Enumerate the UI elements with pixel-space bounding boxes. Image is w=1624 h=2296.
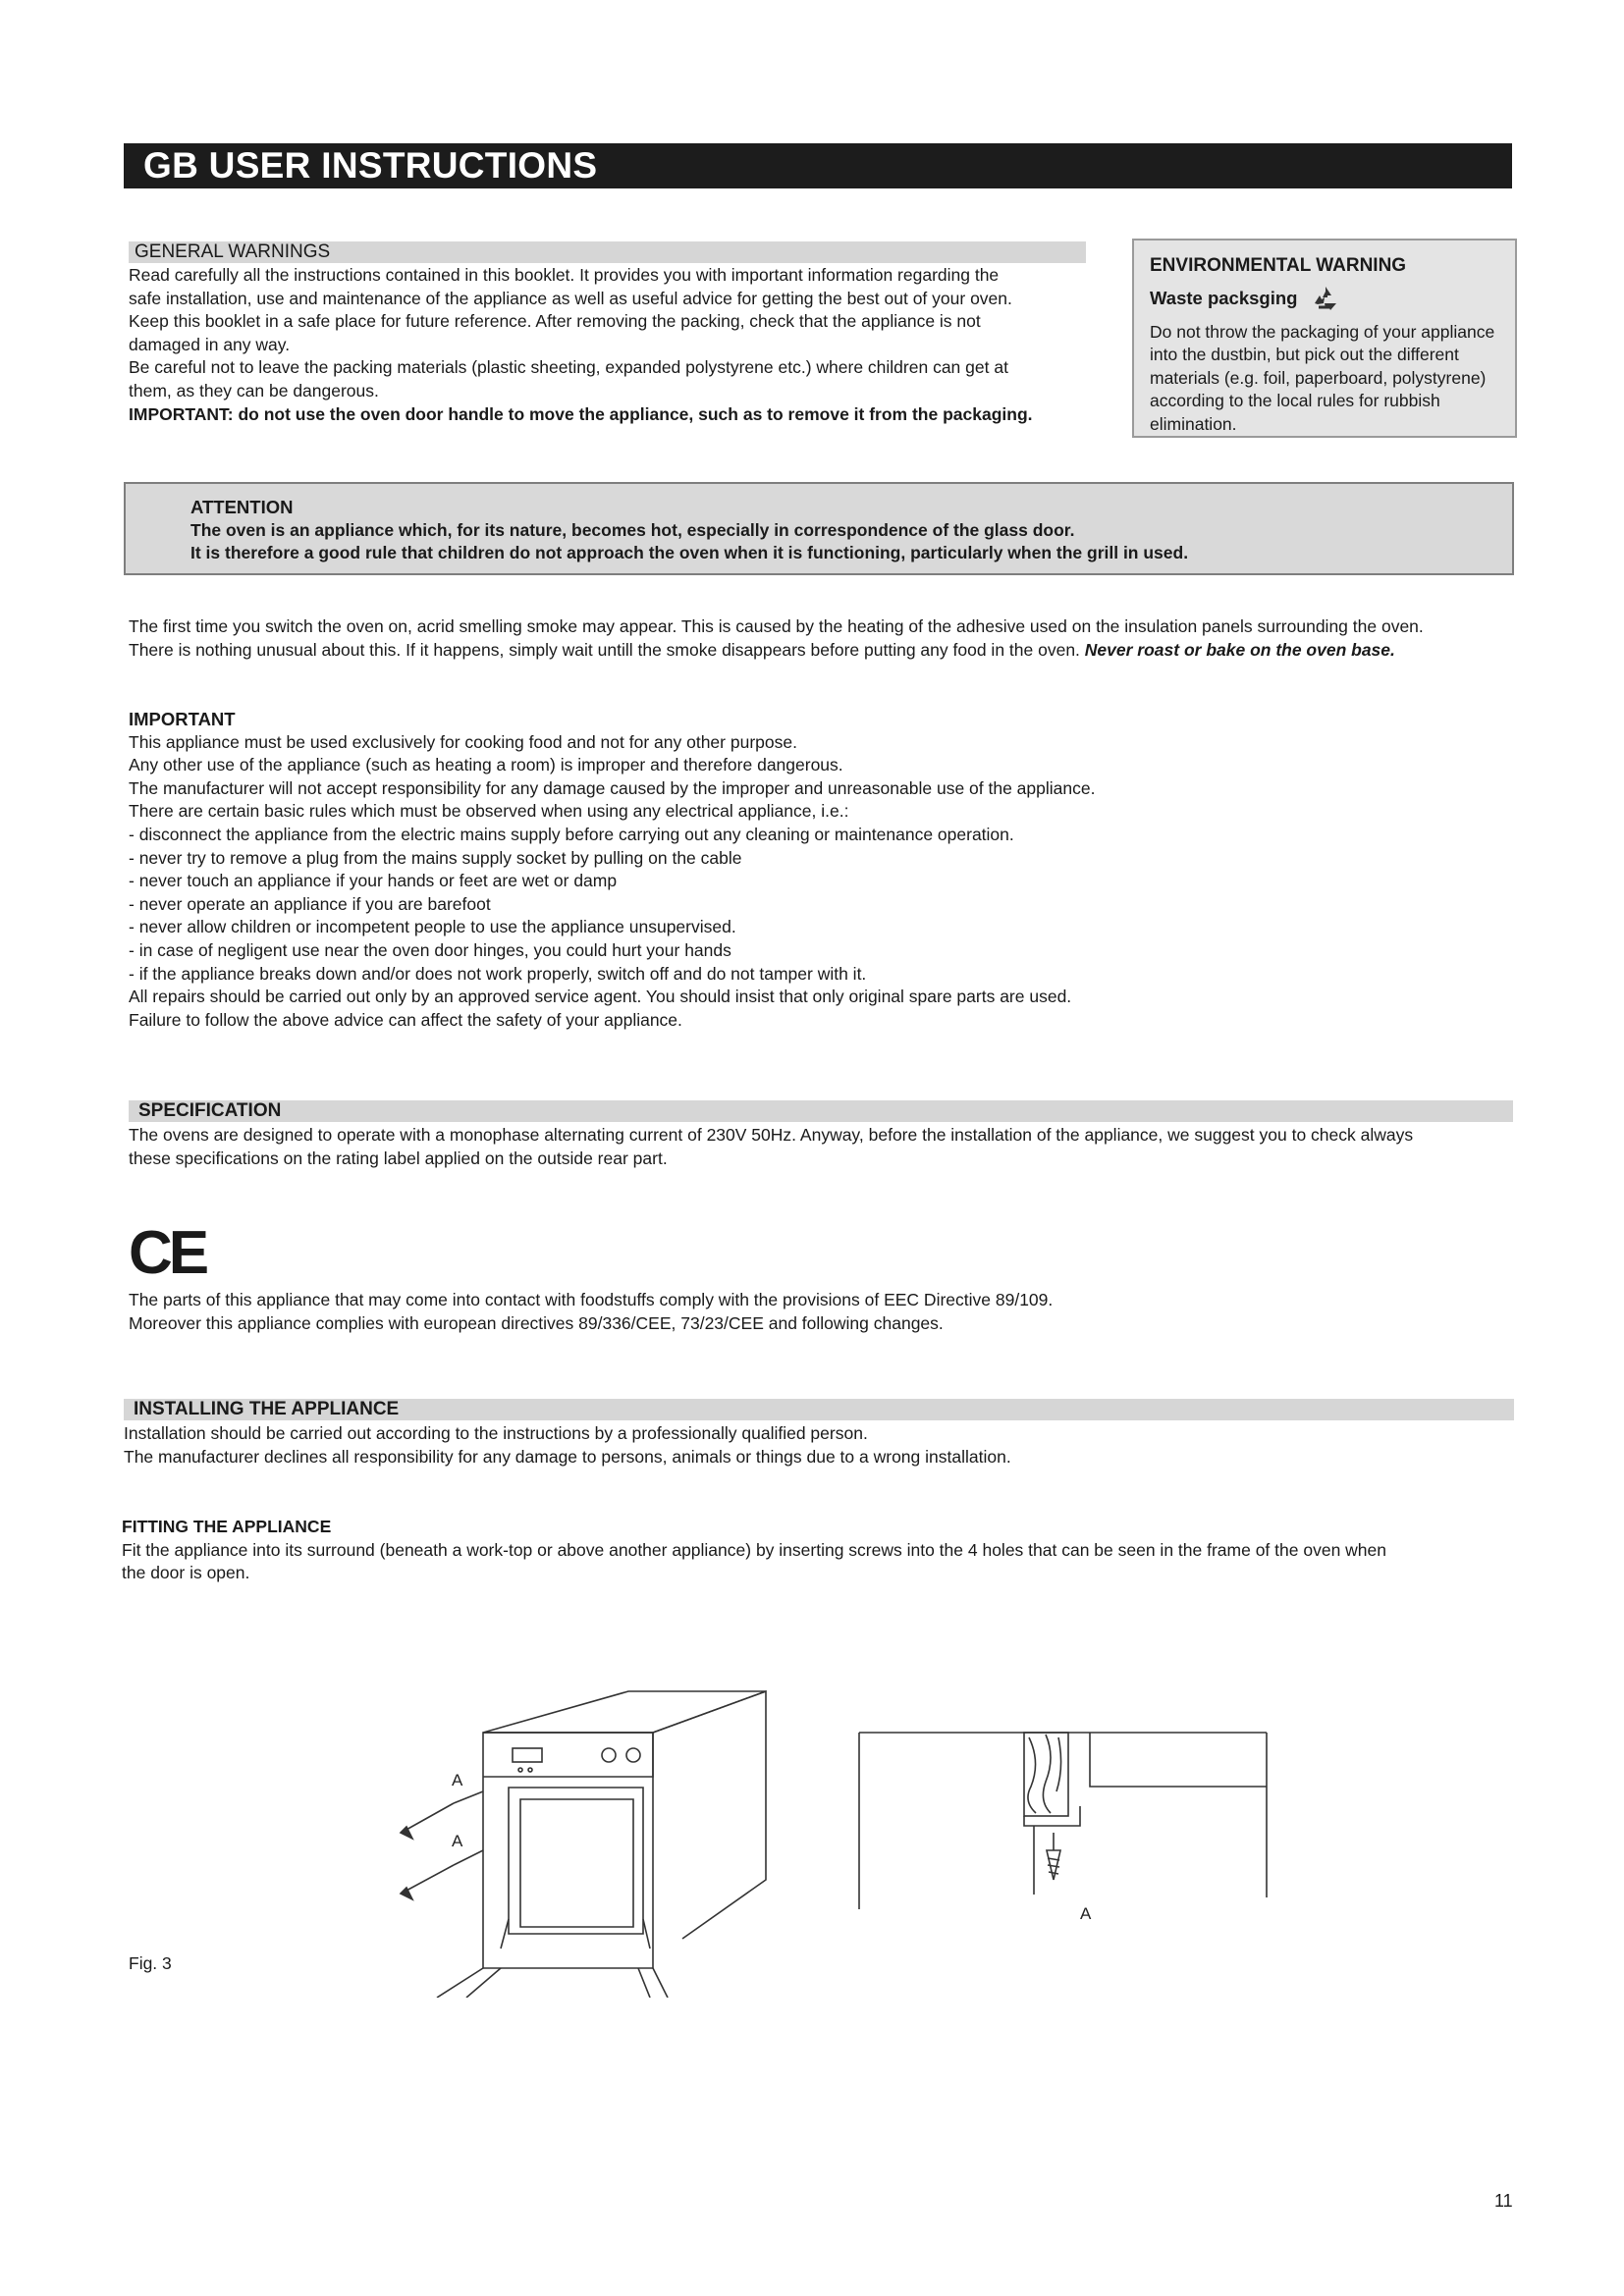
text-line: Be careful not to leave the packing materials (plastic sheeting, expanded polystyrene etc.) where children can get at [129, 357, 1008, 378]
text-line: The parts of this appliance that may come into contact with foodstuffs comply with the provisions of EEC Directive 89/109. [129, 1290, 1054, 1309]
specification-section [129, 1100, 1515, 1170]
first-use-paragraph [129, 615, 1523, 662]
installing-section [124, 1399, 1514, 1468]
text-line: the door is open. [122, 1563, 250, 1583]
general-warnings-section [129, 241, 1110, 426]
attention-box [124, 482, 1514, 575]
text-line: Keep this booklet in a safe place for future reference. After removing the packing, check that the appliance is not [129, 311, 981, 332]
fitting-section [122, 1516, 1516, 1585]
text-line: Do not throw the packaging of your appliance [1150, 321, 1495, 342]
first-use-emphasis: Never roast or bake on the oven base. [1084, 639, 1395, 660]
attention-line: It is therefore a good rule that children do not approach the oven when it is functioning, particularly when the grill in used. [190, 543, 1189, 563]
waste-packaging-label: Waste packsging [1150, 287, 1298, 308]
ce-mark: CE [129, 1219, 206, 1287]
installing-heading: INSTALLING THE APPLIANCE [124, 1399, 1514, 1420]
cross-section-illustration [854, 1723, 1276, 1949]
environmental-warning-text [1150, 321, 1499, 437]
fitting-heading: FITTING THE APPLIANCE [122, 1517, 332, 1536]
text-line: them, as they can be dangerous. [129, 380, 379, 400]
text-line: Failure to follow the above advice can affect the safety of your appliance. [129, 1009, 682, 1030]
text-line: Installation should be carried out according to the instructions by a professionally qualified person. [124, 1423, 868, 1443]
text-line: - never try to remove a plug from the mains supply socket by pulling on the cable [129, 847, 742, 868]
text-line: This appliance must be used exclusively for cooking food and not for any other purpose. [129, 731, 797, 752]
text-line: - never touch an appliance if your hands or feet are wet or damp [129, 871, 618, 891]
text-line: elimination. [1150, 413, 1237, 434]
text-line: Any other use of the appliance (such as heating a room) is improper and therefore dangerous. [129, 755, 843, 775]
important-warning-line: IMPORTANT: do not use the oven door handle to move the appliance, such as to remove it from the packaging. [129, 403, 1033, 424]
environmental-warning-box [1132, 239, 1517, 438]
text-line: - in case of negligent use near the oven door hinges, you could hurt your hands [129, 939, 731, 960]
attention-title: ATTENTION [190, 497, 294, 517]
installing-text [124, 1422, 1514, 1468]
text-line: The first time you switch the oven on, acrid smelling smoke may appear. This is caused by the heating of the adhesive used on the insulation panels surrounding the oven. [129, 616, 1424, 636]
figure-label: Fig. 3 [129, 1953, 172, 1973]
text-line: There are certain basic rules which must be observed when using any electrical appliance, i.e.: [129, 801, 849, 822]
oven-illustration [393, 1683, 785, 1998]
text-line [129, 639, 1523, 663]
callout-a: A [452, 1771, 463, 1789]
page-number: 11 [1494, 2191, 1513, 2211]
text-line: Fit the appliance into its surround (beneath a work-top or above another appliance) by inserting screws into the 4 holes that can be seen in the frame of the oven when [122, 1539, 1386, 1560]
text-line: materials (e.g. foil, paperboard, polystyrene) [1150, 367, 1487, 388]
recycle-icon [1311, 284, 1340, 313]
general-warnings-text [129, 264, 1110, 426]
important-heading: IMPORTANT [129, 709, 236, 729]
text-line: The manufacturer declines all responsibility for any damage to persons, animals or things due to a wrong installation. [124, 1446, 1011, 1467]
text-line: The ovens are designed to operate with a monophase alternating current of 230V 50Hz. Anyway, before the installation of the appliance, we suggest you to check always [129, 1125, 1414, 1145]
text-line: - never allow children or incompetent people to use the appliance unsupervised. [129, 917, 736, 937]
text-line: All repairs should be carried out only by an approved service agent. You should insist that only original spare parts are used. [129, 987, 1072, 1007]
waste-packaging-subtitle [1150, 284, 1499, 313]
important-section [129, 708, 1503, 1032]
text-line: these specifications on the rating label applied on the outside rear part. [129, 1148, 668, 1168]
text-line: safe installation, use and maintenance of the appliance as well as useful advice for getting the best out of your oven. [129, 288, 1012, 308]
text-line: into the dustbin, but pick out the different [1150, 345, 1459, 365]
ce-compliance-text [129, 1289, 1405, 1335]
text-line: Read carefully all the instructions contained in this booklet. It provides you with important information regarding the [129, 265, 1000, 285]
text-line: The manufacturer will not accept responsibility for any damage caused by the improper and unreasonable use of the appliance. [129, 777, 1096, 798]
text-line: Moreover this appliance complies with european directives 89/336/CEE, 73/23/CEE and following changes. [129, 1312, 944, 1333]
first-use-text: There is nothing unusual about this. If it happens, simply wait untill the smoke disappears before putting any food in the oven. [129, 639, 1080, 660]
attention-line: The oven is an appliance which, for its nature, becomes hot, especially in correspondence of the glass door. [190, 519, 1075, 540]
text-line: - disconnect the appliance from the electric mains supply before carrying out any cleaning or maintenance operation. [129, 824, 1014, 844]
specification-text [129, 1124, 1515, 1170]
page-title: GB USER INSTRUCTIONS [124, 143, 1512, 188]
general-warnings-heading: GENERAL WARNINGS [129, 241, 1086, 263]
text-line: - if the appliance breaks down and/or does not work properly, switch off and do not tamper with it. [129, 963, 867, 984]
callout-a: A [1080, 1904, 1092, 1923]
specification-heading: SPECIFICATION [129, 1100, 1513, 1122]
text-line: - never operate an appliance if you are barefoot [129, 893, 491, 914]
callout-a: A [452, 1832, 463, 1850]
text-line: according to the local rules for rubbish [1150, 391, 1440, 411]
environmental-warning-title: ENVIRONMENTAL WARNING [1150, 255, 1407, 276]
text-line: damaged in any way. [129, 334, 291, 354]
